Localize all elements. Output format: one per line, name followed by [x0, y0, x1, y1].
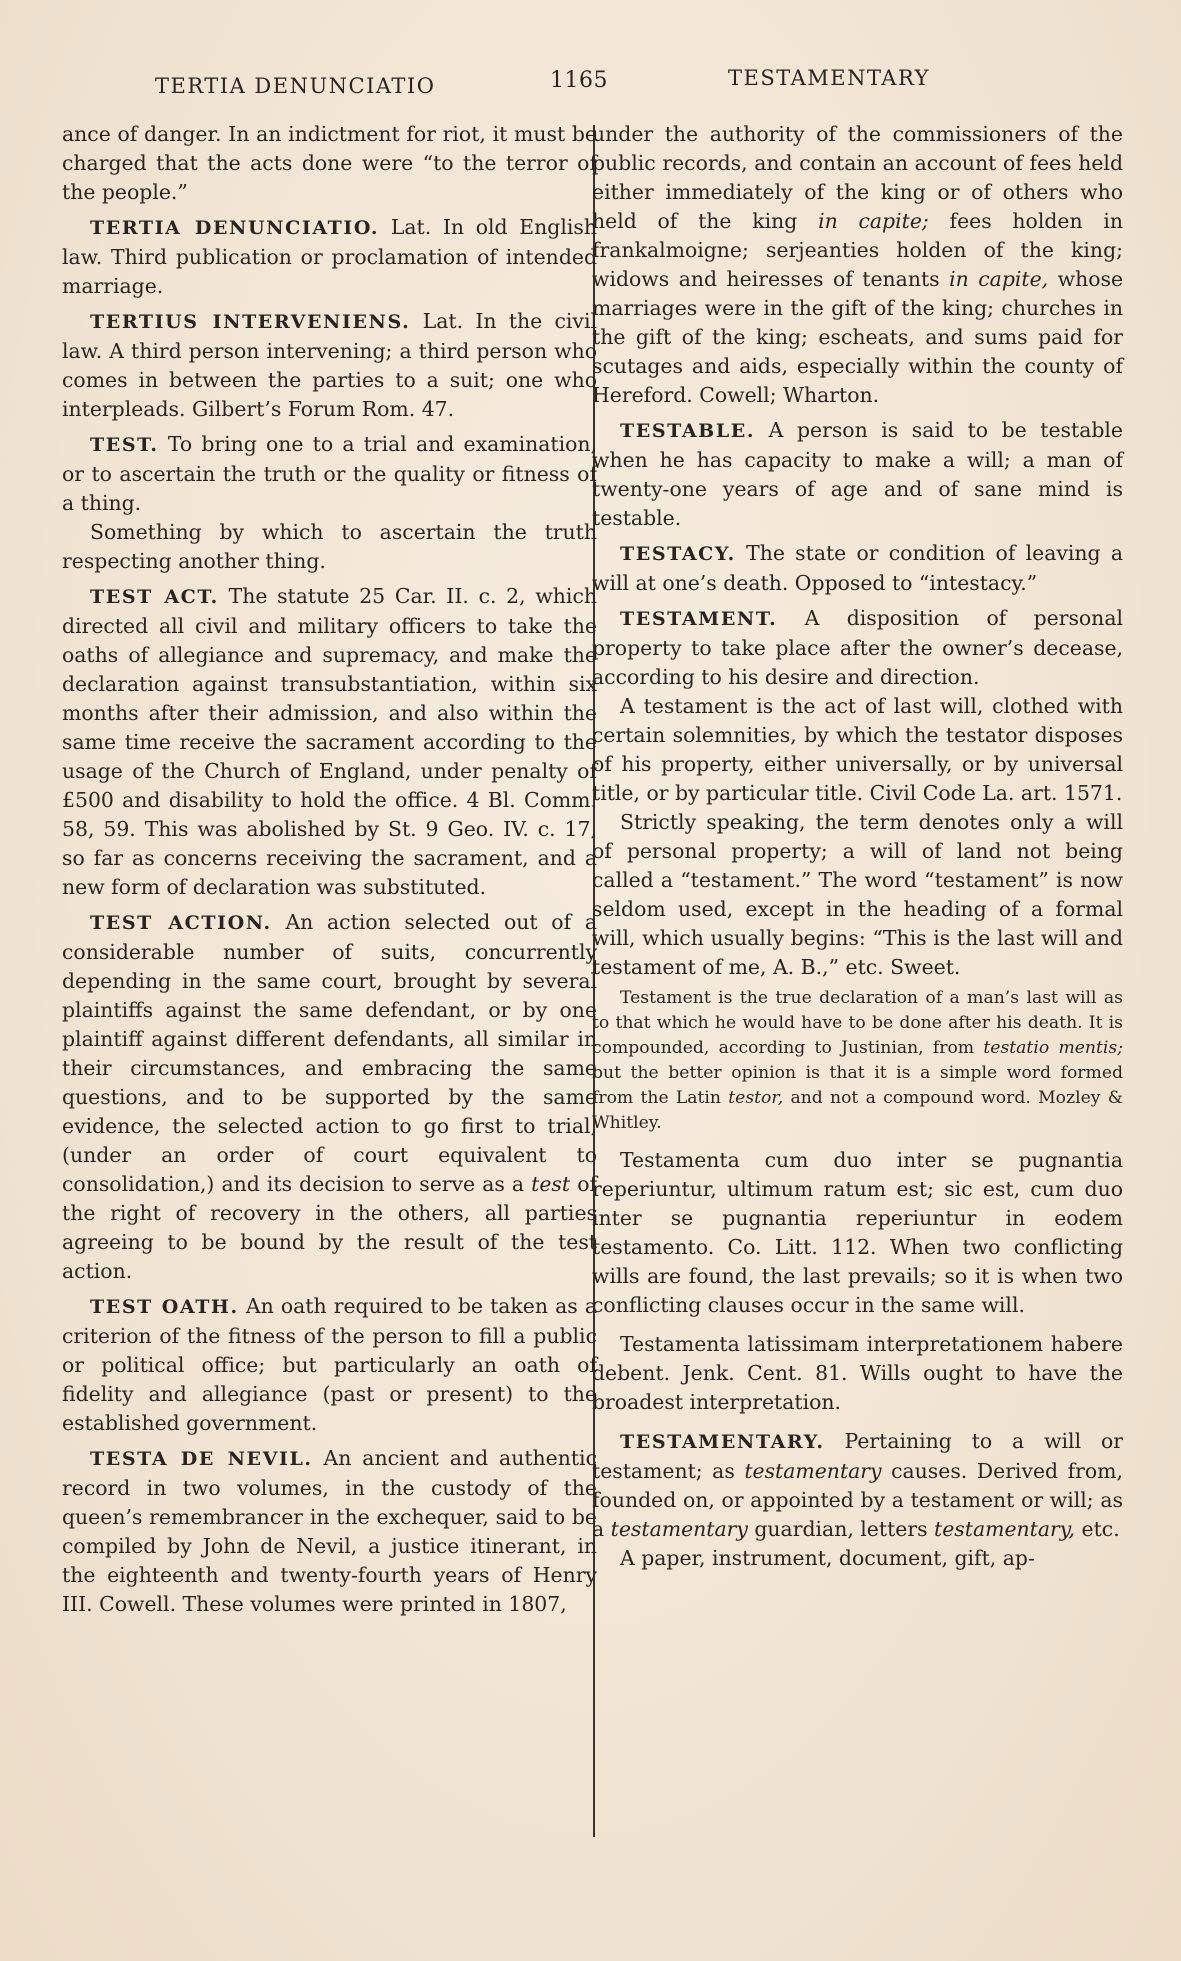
headword: TEST ACT.: [90, 586, 219, 608]
headword: TEST ACTION.: [90, 912, 272, 934]
right-column: [592, 120, 1123, 1573]
italic-term: testatio mentis;: [983, 1038, 1123, 1058]
entry-testable: [592, 416, 1123, 533]
italic-term: in capite;: [818, 209, 929, 233]
definition: The state or condition of leaving a will at one’s death. Opposed to “intestacy.”: [592, 541, 1123, 595]
definition: An action selected out of a considerable number of suits, concurrently depending in the same court, brought by several plaintiffs against the same defendant, or by one plaintiff against different defendants, all similar in their circumstances, and embracing the same questions, and to be supported by the same evidence, the selected action to go first to trial, (under an order of court equivalent to consolidation,) and its decision to serve as a: [62, 910, 597, 1196]
headword: TERTIA DENUNCIATIO.: [90, 217, 380, 239]
definition: The statute 25 Car. II. c. 2, which directed all civil and military officers to take the oaths of allegiance and supremacy, and make the declaration against transubstantiation, within six months after their admission, and also within the same time receive the sacrament according to the usage of the Church of England, under penalty of £500 and disability to hold the office. 4 Bl. Comm. 58, 59. This was abolished by St. 9 Geo. IV. c. 17, so far as concerns receiving the sacrament, and a new form of declaration was substituted.: [62, 584, 597, 899]
definition: An ancient and authentic record in two volumes, in the custody of the queen’s remembrancer in the exchequer, said to be compiled by John de Nevil, a justice itinerant, in the eighteenth and twenty-fourth years of Henry III. Cowell. These volumes were printed in 1807,: [62, 1446, 597, 1616]
entry-test-act: [62, 582, 597, 902]
headword: TERTIUS INTERVENIENS.: [90, 311, 411, 333]
maxim-entry: Testamenta latissimam interpretationem habere debent. Jenk. Cent. 81. Wills ought to have the broadest interpretation.: [592, 1332, 1123, 1414]
continuation-part: fees holden in frankalmoigne; serjeanties holden of the king; widows and heiresses of tenants: [592, 209, 1124, 291]
definition: guardian, letters: [754, 1517, 928, 1541]
headword: TESTABLE.: [620, 420, 756, 442]
italic-term: test: [531, 1172, 571, 1196]
definition: of the right of recovery in the others, all parties agreeing to be bound by the result of the test action.: [62, 1172, 598, 1283]
headword: TESTACY.: [620, 543, 736, 565]
definition: An oath required to be taken as a criterion of the fitness of the person to fill a public or political office; but particularly an oath of fidelity and allegiance (past or present) to the established government.: [62, 1294, 598, 1435]
definition: etc.: [1081, 1517, 1120, 1541]
entry-tertia-denunciatio: [62, 213, 597, 301]
definition-paragraph: A testament is the act of last will, clothed with certain solemnities, by which the testator disposes of his property, either universally, or by universal title, or by particular title. Civil Code La. art. 1571.: [592, 694, 1123, 805]
entry-testacy: [592, 539, 1123, 598]
left-column: [62, 120, 597, 1625]
entry-test-oath: [62, 1292, 597, 1438]
definition-paragraph: A paper, instrument, document, gift, ap-: [620, 1546, 1035, 1570]
italic-term: in capite,: [949, 267, 1049, 291]
headword: TESTAMENTARY.: [620, 1431, 825, 1453]
entry-testamentary: [592, 1427, 1123, 1544]
definition: Lat. In the civil law. A third person intervening; a third person who comes in between the parties to a suit; one who interpleads. Gilbert’s Forum Rom. 47.: [62, 309, 597, 421]
definition-paragraph: Strictly speaking, the term denotes only a will of personal property; a will of land not being called a “testament.” The word “testament” is now seldom used, except in the heading of a formal will, which usually begins: “This is the last will and testament of me, A. B.,” etc. Sweet.: [592, 810, 1123, 979]
definition: causes. Derived from, founded on, or appointed by a testament or will; as a: [592, 1459, 1123, 1541]
entry-tertius-interveniens: [62, 307, 597, 424]
headword: TEST OATH.: [90, 1296, 239, 1318]
definition: A person is said to be testable when he has capacity to make a will; a man of twenty-one years of age and of sane mind is testable.: [592, 418, 1123, 530]
page-number: 1165: [550, 68, 608, 93]
note-part: Testament is the true declaration of a man’s last will as to that which he would have to be done after his death. It is compounded, according to Justinian, from: [592, 988, 1123, 1058]
entry-test-action: [62, 908, 597, 1286]
running-head: [0, 66, 1181, 106]
continuation-part: under the authority of the commissioners of the public records, and contain an account of fees held either immediately of the king or of others who held of the king: [592, 122, 1123, 233]
definition: Pertaining to a will or testament; as: [592, 1429, 1123, 1483]
headword: TESTA DE NEVIL.: [90, 1448, 313, 1470]
maxim-entry: Testamenta cum duo inter se pugnantia reperiuntur, ultimum ratum est; sic est, cum duo inter se pugnantia reperiuntur in eodem testamento. Co. Litt. 112. When two conflicting wills are found, the last prevails; so it is when two conflicting clauses occur in the same will.: [592, 1148, 1123, 1317]
note-part: and not a compound word. Mozley & Whitley.: [592, 1088, 1123, 1133]
headword: TEST.: [90, 434, 159, 456]
header-left-guideword: TERTIA DENUNCIATIO: [155, 74, 436, 98]
italic-term: testor,: [728, 1088, 784, 1108]
italic-term: testamentary: [744, 1459, 882, 1483]
definition-paragraph: Something by which to ascertain the truth respecting another thing.: [62, 520, 597, 573]
italic-term: testamentary,: [934, 1517, 1076, 1541]
continuation-text: ance of danger. In an indictment for riot, it must be charged that the acts done were “to the terror of the people.”: [62, 122, 597, 204]
header-right-guideword: TESTAMENTARY: [728, 66, 931, 90]
entry-testa-de-nevil: [62, 1444, 597, 1619]
continuation-part: whose marriages were in the gift of the king; churches in the gift of the king; escheats, and sums paid for scutages and aids, especially within the county of Hereford. Cowell; Wharton.: [592, 267, 1124, 407]
continuation-text: [592, 120, 1123, 410]
definition: Lat. In old English law. Third publication or proclamation of intended marriage.: [62, 215, 597, 298]
italic-term: testamentary: [610, 1517, 748, 1541]
headword: TESTAMENT.: [620, 608, 778, 630]
definition: A disposition of personal property to take place after the owner’s decease, according to his desire and direction.: [592, 606, 1123, 689]
small-print-note: [592, 986, 1123, 1136]
definition: To bring one to a trial and examination, or to ascertain the truth or the quality or fitness of a thing.: [62, 432, 597, 515]
entry-test: [62, 430, 597, 518]
entry-testament: [592, 604, 1123, 692]
note-part: but the better opinion is that it is a simple word formed from the Latin: [592, 1063, 1123, 1108]
